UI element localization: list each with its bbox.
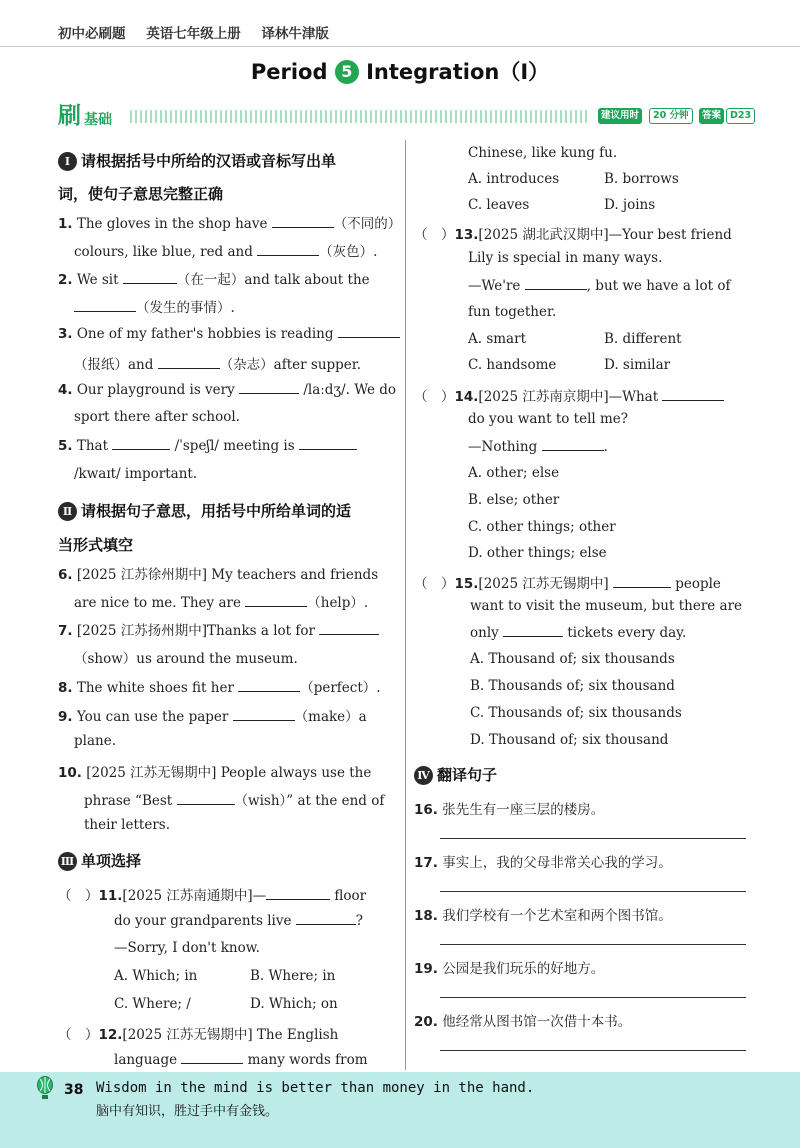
banner-label: 基础 [84,112,112,128]
answer-blank[interactable] [296,912,356,925]
answer-paren[interactable]: （ ） [414,389,455,405]
question-18: 18. 我们学校有一个艺术室和两个图书馆。 [414,908,672,924]
option-b[interactable]: B. Where; in [250,968,336,984]
question-10-end: their letters. [84,817,170,833]
page-footer [0,1072,800,1148]
answer-blank[interactable] [233,708,295,721]
answer-line[interactable] [440,891,746,892]
question-10: 10. [2025 江苏无锡期中] People always use the [58,765,372,781]
subject-name: 英语七年级上册 [146,26,241,42]
question-9: 9. You can use the paper （make）a [58,709,367,725]
question-4-cont: sport there after school. [74,409,240,425]
question-2: 2. We sit （在一起）and talk about the [58,272,370,288]
answer-paren[interactable]: （ ） [414,576,455,592]
answer-blank[interactable] [503,624,563,637]
question-5: 5. That /ˈspeʃl/ meeting is [58,437,357,454]
answer-blank[interactable] [662,388,724,401]
answer-blank[interactable] [613,575,671,588]
option-a[interactable]: A. Which; in [114,968,198,984]
option-b[interactable]: B. different [604,331,682,347]
question-13-cont: Lily is special in many ways. [468,250,663,266]
answer-paren[interactable]: （ ） [58,888,99,904]
question-3-cont: （报纸）and （杂志）after supper. [74,357,362,373]
title-prefix: Period [250,60,328,84]
question-15-cont2: only tickets every day. [470,625,687,641]
section-badge: Ⅰ [58,152,77,171]
question-14: （ ）14.[2025 江苏南京期中]—What [414,385,724,405]
answer-blank[interactable] [257,243,319,256]
answer-blank[interactable] [181,1051,243,1064]
answer-blank[interactable] [123,271,177,284]
question-11-reply: —Sorry, I don't know. [114,940,260,956]
series-name: 初中必刷题 [58,26,126,42]
option-d[interactable]: D. joins [604,197,656,213]
section-badge: Ⅲ [58,852,77,871]
question-6: 6. [2025 江苏徐州期中] My teachers and friends [58,567,379,583]
option-c[interactable]: C. Thousands of; six thousands [470,705,682,721]
question-1-cont: colours, like blue, red and （灰色）. [74,244,378,260]
practice-banner [58,103,750,129]
question-16: 16. 张先生有一座三层的楼房。 [414,802,605,818]
answer-blank[interactable] [177,792,235,805]
question-4: 4. Our playground is very /laːdʒ/. We do [58,382,397,398]
answer-ref: D23 [726,108,755,124]
question-17: 17. 事实上，我的父母非常关心我的学习。 [414,855,672,871]
question-5-cont: /kwaɪt/ important. [74,466,198,482]
option-b[interactable]: B. else; other [468,492,560,508]
option-c[interactable]: C. other things; other [468,519,616,535]
question-6-cont: are nice to me. They are （help）. [74,595,369,611]
section-1-heading: Ⅰ 请根据括号中所给的汉语或音标写出单 [58,150,336,171]
question-13-end: fun together. [468,304,557,320]
title-suffix: Integration（Ⅰ） [366,60,550,84]
answer-line[interactable] [440,997,746,998]
answer-blank[interactable] [299,437,357,450]
question-14-cont: do you want to tell me? [468,411,629,427]
header-divider [0,46,800,47]
motto-english: Wisdom in the mind is better than money in the hand. [96,1080,535,1096]
answer-blank[interactable] [338,325,400,338]
motto-chinese: 脑中有知识，胜过手中有金钱。 [96,1104,279,1119]
option-d[interactable]: D. Which; on [250,996,338,1012]
answer-line[interactable] [440,1050,746,1051]
option-a[interactable]: A. introduces [468,171,560,187]
option-d[interactable]: D. Thousand of; six thousand [470,732,669,748]
option-c[interactable]: C. Where; / [114,996,191,1012]
page-number: 38 [64,1082,84,1098]
section-badge: Ⅳ [414,766,433,785]
answer-blank[interactable] [525,277,587,290]
option-b[interactable]: B. Thousands of; six thousand [470,678,675,694]
option-b[interactable]: B. borrows [604,171,679,187]
banner-stripes [130,110,588,123]
section-2-heading: Ⅱ 请根据句子意思，用括号中所给单词的适 [58,500,351,521]
question-1: 1. The gloves in the shop have （不同的） [58,216,402,232]
answer-blank[interactable] [319,622,379,635]
question-13-reply: —We're , but we have a lot of [468,278,731,294]
question-20: 20. 他经常从图书馆一次借十本书。 [414,1014,632,1030]
answer-blank[interactable] [245,594,307,607]
time-value: 20 分钟 [649,108,693,124]
question-12: （ ）12.[2025 江苏无锡期中] The English [58,1027,339,1043]
answer-paren[interactable]: （ ） [58,1027,99,1043]
answer-line[interactable] [440,944,746,945]
option-a[interactable]: A. smart [468,331,526,347]
question-10-cont: phrase “Best （wish）” at the end of [84,793,385,809]
section-2-heading-cont: 当形式填空 [58,536,134,554]
question-19: 19. 公园是我们玩乐的好地方。 [414,961,605,977]
question-15: （ ）15.[2025 江苏无锡期中] people [414,576,721,592]
question-13: （ ）13.[2025 湖北武汉期中]—Your best friend [414,227,732,243]
running-header [58,22,345,42]
question-7: 7. [2025 江苏扬州期中]Thanks a lot for [58,619,379,639]
section-1-heading-cont: 词，使句子意思完整正确 [58,185,224,203]
answer-blank[interactable] [239,381,299,394]
question-2-cont: （发生的事情）. [74,296,235,316]
column-divider [405,140,406,1070]
answer-blank[interactable] [112,437,170,450]
section-3-heading: Ⅲ 单项选择 [58,850,141,871]
question-12-end: Chinese, like kung fu. [468,145,618,161]
period-number-badge: 5 [335,60,359,84]
answer-blank[interactable] [272,215,334,228]
edition-name: 译林牛津版 [261,26,329,42]
time-label: 建议用时 [598,108,642,124]
shua-logo: 刷 [58,103,81,129]
balloon-icon [36,1076,54,1100]
answer-paren[interactable]: （ ） [414,227,455,243]
section-badge: Ⅱ [58,502,77,521]
answer-line[interactable] [440,838,746,839]
question-3: 3. One of my father's hobbies is reading [58,325,400,342]
option-d[interactable]: D. similar [604,357,671,373]
option-c[interactable]: C. leaves [468,197,530,213]
question-12-cont: language many words from [114,1052,368,1068]
question-11-cont: do your grandparents live ? [114,913,364,929]
option-a[interactable]: A. Thousand of; six thousands [470,651,675,667]
option-c[interactable]: C. handsome [468,357,557,373]
answer-blank[interactable] [266,887,330,900]
answer-blank[interactable] [74,299,136,312]
answer-blank[interactable] [238,679,300,692]
question-9-cont: plane. [74,733,116,749]
page-title [0,56,800,86]
question-11: （ ）11.[2025 江苏南通期中]— floor [58,888,367,904]
answer-blank[interactable] [542,438,604,451]
option-d[interactable]: D. other things; else [468,545,607,561]
question-14-reply: —Nothing . [468,439,608,455]
answer-label: 答案 [699,108,724,124]
question-8: 8. The white shoes fit her （perfect）. [58,680,381,696]
answer-blank[interactable] [158,356,220,369]
option-a[interactable]: A. other; else [468,465,560,481]
question-15-cont: want to visit the museum, but there are [470,598,743,614]
section-4-heading: Ⅳ 翻译句子 [414,764,497,785]
question-7-cont: （show）us around the museum. [74,651,298,667]
